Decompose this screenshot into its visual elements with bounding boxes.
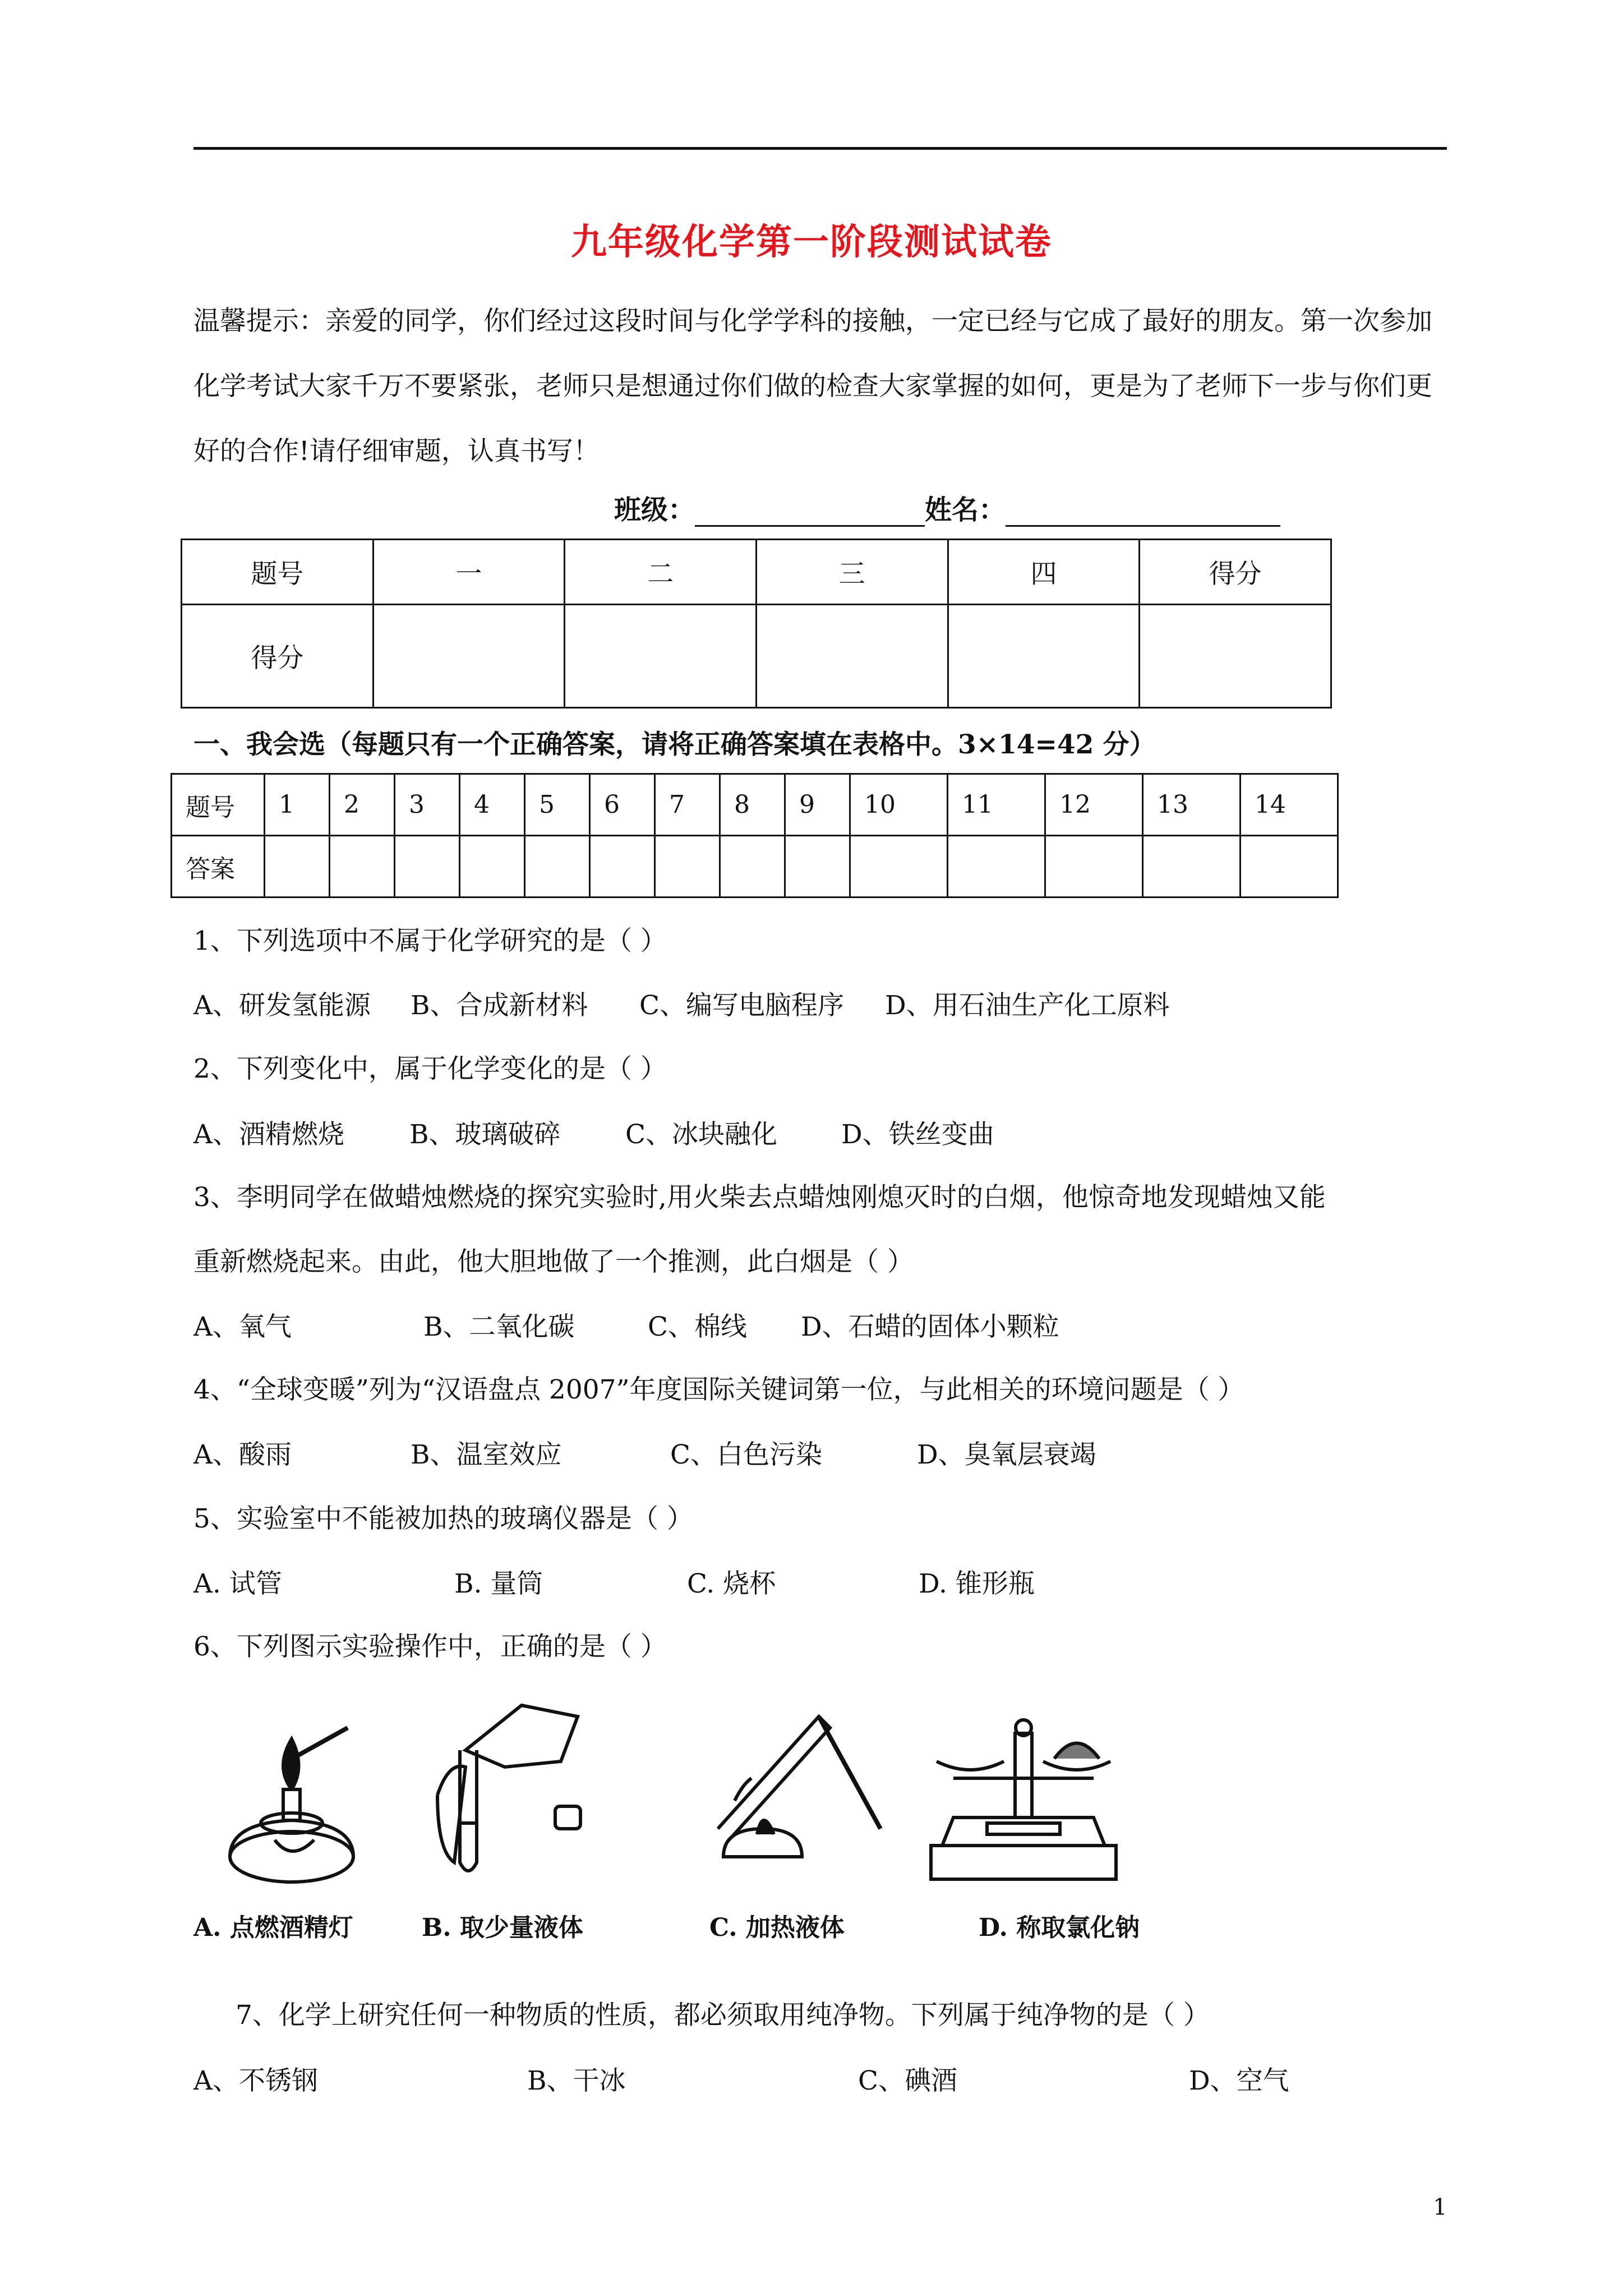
answer-table-answer-row [172,836,1338,898]
q4-option-a: A、酸雨 [193,1439,292,1470]
answer-cell[interactable] [850,836,948,898]
q1-option-d: D、用石油生产化工原料 [885,990,1170,1021]
question-6-stem: 6、下列图示实验操作中，正确的是（ ） [193,1631,667,1662]
q2-option-b: B、玻璃破碎 [409,1119,561,1150]
answer-cell[interactable] [1045,836,1143,898]
q5-option-a: A. 试管 [193,1568,282,1599]
class-blank[interactable] [695,498,925,527]
answer-cell[interactable] [1241,836,1338,898]
score-table [181,539,1332,708]
answer-row-label: 答案 [172,836,265,898]
page-number: 1 [1433,2194,1447,2220]
heating-tube-icon [718,1717,880,1857]
question-number-cell: 8 [720,774,785,836]
class-label: 班级： [614,494,695,526]
balance-scale-icon [931,1720,1116,1879]
score-table-score-row [182,605,1331,708]
score-cell[interactable] [948,605,1140,708]
question-number-cell: 14 [1241,774,1338,836]
figure-caption-a: A. 点燃酒精灯 [193,1913,353,1942]
q3-option-a: A、氧气 [193,1312,292,1342]
question-5-stem: 5、实验室中不能被加热的玻璃仪器是（ ） [193,1503,693,1534]
score-header-cell: 题号 [182,540,374,605]
q7-option-a: A、不锈钢 [193,2065,318,2096]
question-number-cell: 4 [460,774,525,836]
q7-option-c: C、碘酒 [858,2065,957,2096]
name-blank[interactable] [1006,498,1280,527]
q4-option-c: C、白色污染 [670,1439,822,1470]
q1-option-a: A、研发氢能源 [193,990,371,1021]
name-label: 姓名： [925,494,1006,526]
question-number-cell: 7 [655,774,720,836]
score-cell[interactable] [1140,605,1331,708]
figure-caption-b: B. 取少量液体 [422,1913,583,1942]
q1-option-b: B、合成新材料 [411,990,588,1021]
score-header-cell: 一 [373,540,565,605]
q2-option-c: C、冰块融化 [625,1119,777,1150]
question-number-cell: 9 [785,774,850,836]
question-number-cell: 3 [395,774,460,836]
q4-option-b: B、温室效应 [411,1439,562,1470]
q2-option-d: D、铁丝变曲 [841,1119,994,1150]
answer-cell[interactable] [330,836,395,898]
pouring-liquid-icon [437,1705,580,1871]
question-number-cell: 13 [1143,774,1241,836]
answer-row-label: 题号 [172,774,265,836]
question-number-cell: 12 [1045,774,1143,836]
question-1-stem: 1、下列选项中不属于化学研究的是（ ） [193,926,667,956]
score-header-cell: 四 [948,540,1140,605]
answer-cell[interactable] [460,836,525,898]
score-header-cell: 得分 [1140,540,1331,605]
answer-cell[interactable] [720,836,785,898]
question-4-stem: 4、“全球变暖”列为“汉语盘点 2007”年度国际关键词第一位，与此相关的环境问题是（ ） [193,1374,1244,1405]
question-number-cell: 2 [330,774,395,836]
answer-table [170,773,1339,898]
answer-cell[interactable] [948,836,1045,898]
class-name-line [614,488,1280,527]
top-rule [193,147,1447,150]
answer-table-number-row [172,774,1338,836]
q1-option-c: C、编写电脑程序 [639,990,844,1021]
score-cell[interactable] [756,605,948,708]
question-number-cell: 5 [525,774,590,836]
answer-cell[interactable] [785,836,850,898]
intro-text: 温馨提示：亲爱的同学，你们经过这段时间与化学学科的接触，一定已经与它成了最好的朋友。第一次参加化学考试大家千万不要紧张，老师只是想通过你们做的检查大家掌握的如何，更是为了老师下一步与你们更好的合作!请仔细审题，认真书写！ [193,306,1432,467]
score-row-label: 得分 [182,605,374,708]
score-header-cell: 二 [565,540,757,605]
answer-cell[interactable] [265,836,330,898]
q5-option-d: D. 锥形瓶 [919,1568,1035,1599]
section-1-heading: 一、我会选（每题只有一个正确答案，请将正确答案填在表格中。3×14=42 分） [193,729,1156,760]
score-cell[interactable] [565,605,757,708]
score-table-header-row [182,540,1331,605]
q3-option-c: C、棉线 [648,1312,747,1342]
answer-cell[interactable] [655,836,720,898]
q3-option-b: B、二氧化碳 [423,1312,575,1342]
q3-option-d: D、石蜡的固体小颗粒 [801,1312,1059,1342]
question-number-cell: 11 [948,774,1045,836]
question-number-cell: 6 [590,774,655,836]
q5-option-b: B. 量筒 [454,1568,543,1599]
answer-cell[interactable] [395,836,460,898]
question-2-stem: 2、下列变化中，属于化学变化的是（ ） [193,1053,667,1084]
alcohol-lamp-icon [230,1728,353,1882]
score-header-cell: 三 [756,540,948,605]
figure-caption-d: D. 称取氯化钠 [979,1913,1140,1942]
question-number-cell: 1 [265,774,330,836]
answer-cell[interactable] [525,836,590,898]
answer-cell[interactable] [590,836,655,898]
q4-option-d: D、臭氧层衰竭 [917,1439,1096,1470]
q5-option-c: C. 烧杯 [687,1568,776,1599]
lab-operations-figure [185,1694,1251,1902]
figure-caption-c: C. 加热液体 [709,1913,845,1942]
question-3-stem: 3、李明同学在做蜡烛燃烧的探究实验时,用火柴去点蜡烛刚熄灭时的白烟，他惊奇地发现蜡烛又能 [193,1182,1326,1213]
page-title: 九年级化学第一阶段测试试卷 [571,221,1052,263]
q7-option-d: D、空气 [1189,2065,1289,2096]
q7-option-b: B、干冰 [527,2065,626,2096]
question-number-cell: 10 [850,774,948,836]
question-3-stem-line2: 重新燃烧起来。由此，他大胆地做了一个推测，此白烟是（ ） [193,1246,914,1277]
score-cell[interactable] [373,605,565,708]
q2-option-a: A、酒精燃烧 [193,1119,344,1150]
answer-cell[interactable] [1143,836,1241,898]
question-7-stem: 7、化学上研究任何一种物质的性质，都必须取用纯净物。下列属于纯净物的是（ ） [236,2000,1210,2031]
